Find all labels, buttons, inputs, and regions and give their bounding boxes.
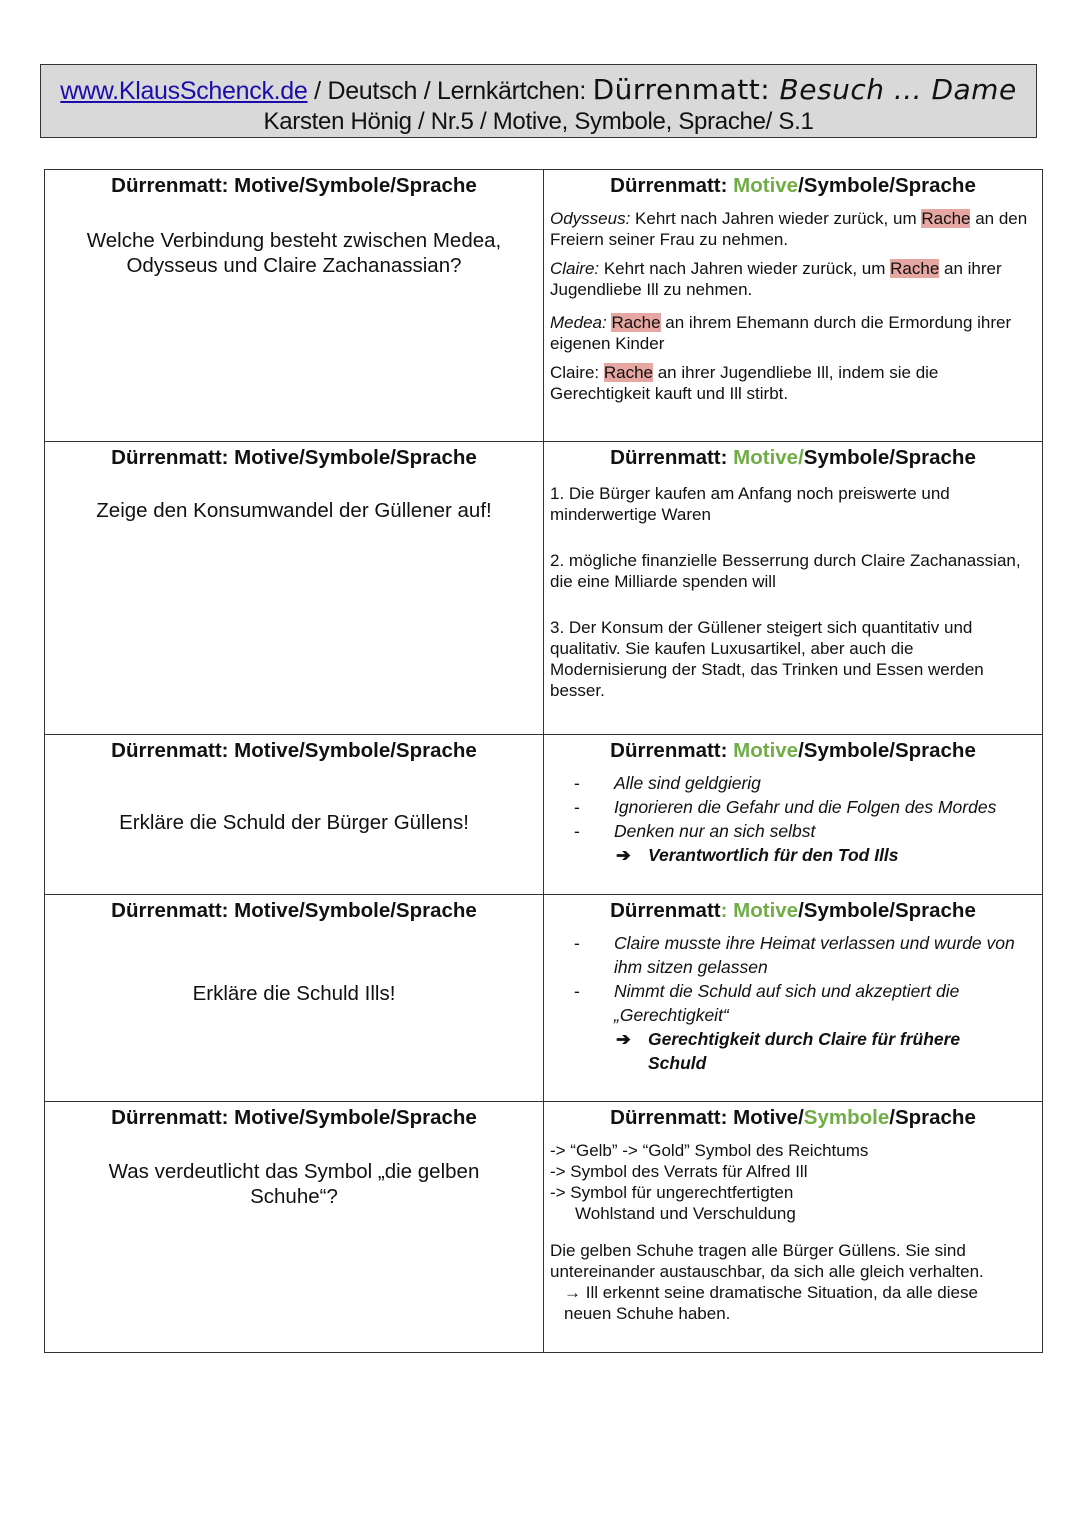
answer-list bbox=[544, 931, 1042, 1027]
list-item: - Alle sind geldgierig bbox=[574, 771, 1042, 795]
card-row bbox=[45, 442, 1043, 735]
answer-paragraph: Claire: Rache an ihrer Jugendliebe Ill, indem sie die Gerechtigkeit kauft und Ill stirbt. bbox=[550, 363, 939, 403]
answer-list bbox=[544, 771, 1042, 843]
card-title: Dürrenmatt: Motive/Symbole/Sprache bbox=[111, 174, 477, 197]
answer-paragraph: 3. Der Konsum der Güllener steigert sich quantitativ und qualitativ. Sie kaufen Luxusartikel, aber auch die Modernisierung der Stadt, das Trinken und Essen werden besser. bbox=[550, 618, 984, 700]
answer-paragraph: Die gelben Schuhe tragen alle Bürger Güllens. Sie sind untereinander austauschbar, da sich alle gleich verhalten. bbox=[550, 1241, 984, 1281]
card-title: Dürrenmatt: Motive/Symbole/Sprache bbox=[111, 446, 477, 469]
card-question: Zeige den Konsumwandel der Güllener auf! bbox=[96, 499, 492, 522]
answer-conclusion: ➔ Gerechtigkeit durch Claire für frühere Schuld bbox=[616, 1029, 961, 1073]
card-answer-cell bbox=[544, 895, 1043, 1102]
card-title: Dürrenmatt: Motive/Symbole/Sprache bbox=[111, 1106, 477, 1129]
card-question: Was verdeutlicht das Symbol „die gelben Schuhe“? bbox=[108, 1160, 480, 1208]
answer-paragraph: Odysseus: Kehrt nach Jahren wieder zurück, um Rache an den Freiern seiner Frau zu nehmen. bbox=[550, 209, 1028, 249]
card-answer-cell bbox=[544, 170, 1043, 442]
card-answer bbox=[544, 470, 1042, 701]
card-answer-cell bbox=[544, 1102, 1043, 1353]
card-title: Dürrenmatt: Motive/Symbole/Sprache bbox=[111, 739, 477, 762]
card-question-cell bbox=[45, 442, 544, 735]
card-row bbox=[45, 1102, 1043, 1353]
card-question-cell bbox=[45, 1102, 544, 1353]
header-line-2: Karsten Hönig / Nr.5 / Motive, Symbole, Sprache/ S.1 bbox=[263, 108, 814, 135]
answer-line: -> “Gelb” -> “Gold” Symbol des Reichtums bbox=[550, 1141, 869, 1160]
answer-paragraph: Claire: Kehrt nach Jahren wieder zurück, um Rache an ihrer Jugendliebe Ill zu nehmen. bbox=[550, 259, 1002, 299]
answer-line: -> Symbol für ungerechtfertigten bbox=[550, 1183, 794, 1202]
card-question: Welche Verbindung besteht zwischen Medea, Odysseus und Claire Zachanassian? bbox=[86, 229, 502, 277]
list-item: - Ignorieren die Gefahr und die Folgen des Mordes bbox=[574, 795, 1042, 819]
site-link[interactable]: www.KlausSchenck.de bbox=[60, 77, 308, 105]
card-title: Dürrenmatt: Motive/Symbole/Sprache bbox=[610, 174, 976, 197]
answer-paragraph: Medea: Rache an ihrem Ehemann durch die Ermordung ihrer eigenen Kinder bbox=[550, 313, 1012, 353]
card-question: Erkläre die Schuld Ills! bbox=[192, 982, 396, 1005]
card-title: Dürrenmatt: Motive/Symbole/Sprache bbox=[111, 899, 477, 922]
card-question: Erkläre die Schuld der Bürger Güllens! bbox=[119, 811, 469, 834]
flashcard-table bbox=[44, 169, 1043, 1353]
card-question-cell bbox=[45, 170, 544, 442]
answer-paragraph: → Ill erkennt seine dramatische Situation, da alle diese neuen Schuhe haben. bbox=[564, 1283, 978, 1323]
header-path: / Deutsch / Lernkärtchen: bbox=[307, 77, 593, 105]
card-answer-cell bbox=[544, 735, 1043, 895]
list-item: - Nimmt die Schuld auf sich und akzeptiert die „Gerechtigkeit“ bbox=[574, 979, 1036, 1027]
answer-line: -> Symbol des Verrats für Alfred Ill bbox=[550, 1162, 808, 1181]
card-title: Dürrenmatt: Motive/Symbole/Sprache bbox=[610, 739, 976, 762]
header-line-1 bbox=[41, 73, 1036, 108]
arrow-icon: ➔ bbox=[616, 1029, 631, 1049]
card-title: Dürrenmatt: Motive/Symbole/Sprache bbox=[610, 899, 976, 922]
card-answer bbox=[544, 198, 1042, 404]
answer-conclusion: ➔ Verantwortlich für den Tod Ills bbox=[616, 845, 899, 865]
card-row bbox=[45, 735, 1043, 895]
card-question-cell bbox=[45, 895, 544, 1102]
card-question-cell bbox=[45, 735, 544, 895]
list-item: - Claire musste ihre Heimat verlassen und wurde von ihm sitzen gelassen bbox=[574, 931, 1036, 979]
header-author: Dürrenmatt: bbox=[592, 73, 780, 106]
card-row bbox=[45, 170, 1043, 442]
answer-line: Wohlstand und Verschuldung bbox=[575, 1204, 796, 1223]
header-work: Besuch ... Dame bbox=[779, 73, 1017, 106]
list-item: - Denken nur an sich selbst bbox=[574, 819, 1042, 843]
card-title: Dürrenmatt: Motive/Symbole/Sprache bbox=[610, 446, 976, 469]
card-title: Dürrenmatt: Motive/Symbole/Sprache bbox=[610, 1106, 976, 1129]
answer-paragraph: 2. mögliche finanzielle Besserrung durch Claire Zachanassian, die eine Milliarde spenden will bbox=[550, 551, 1021, 591]
card-row bbox=[45, 895, 1043, 1102]
card-answer-cell bbox=[544, 442, 1043, 735]
arrow-icon: ➔ bbox=[616, 845, 631, 865]
card-answer bbox=[544, 1130, 1042, 1324]
document-header bbox=[40, 64, 1037, 138]
answer-paragraph: 1. Die Bürger kaufen am Anfang noch preiswerte und minderwertige Waren bbox=[550, 484, 950, 524]
